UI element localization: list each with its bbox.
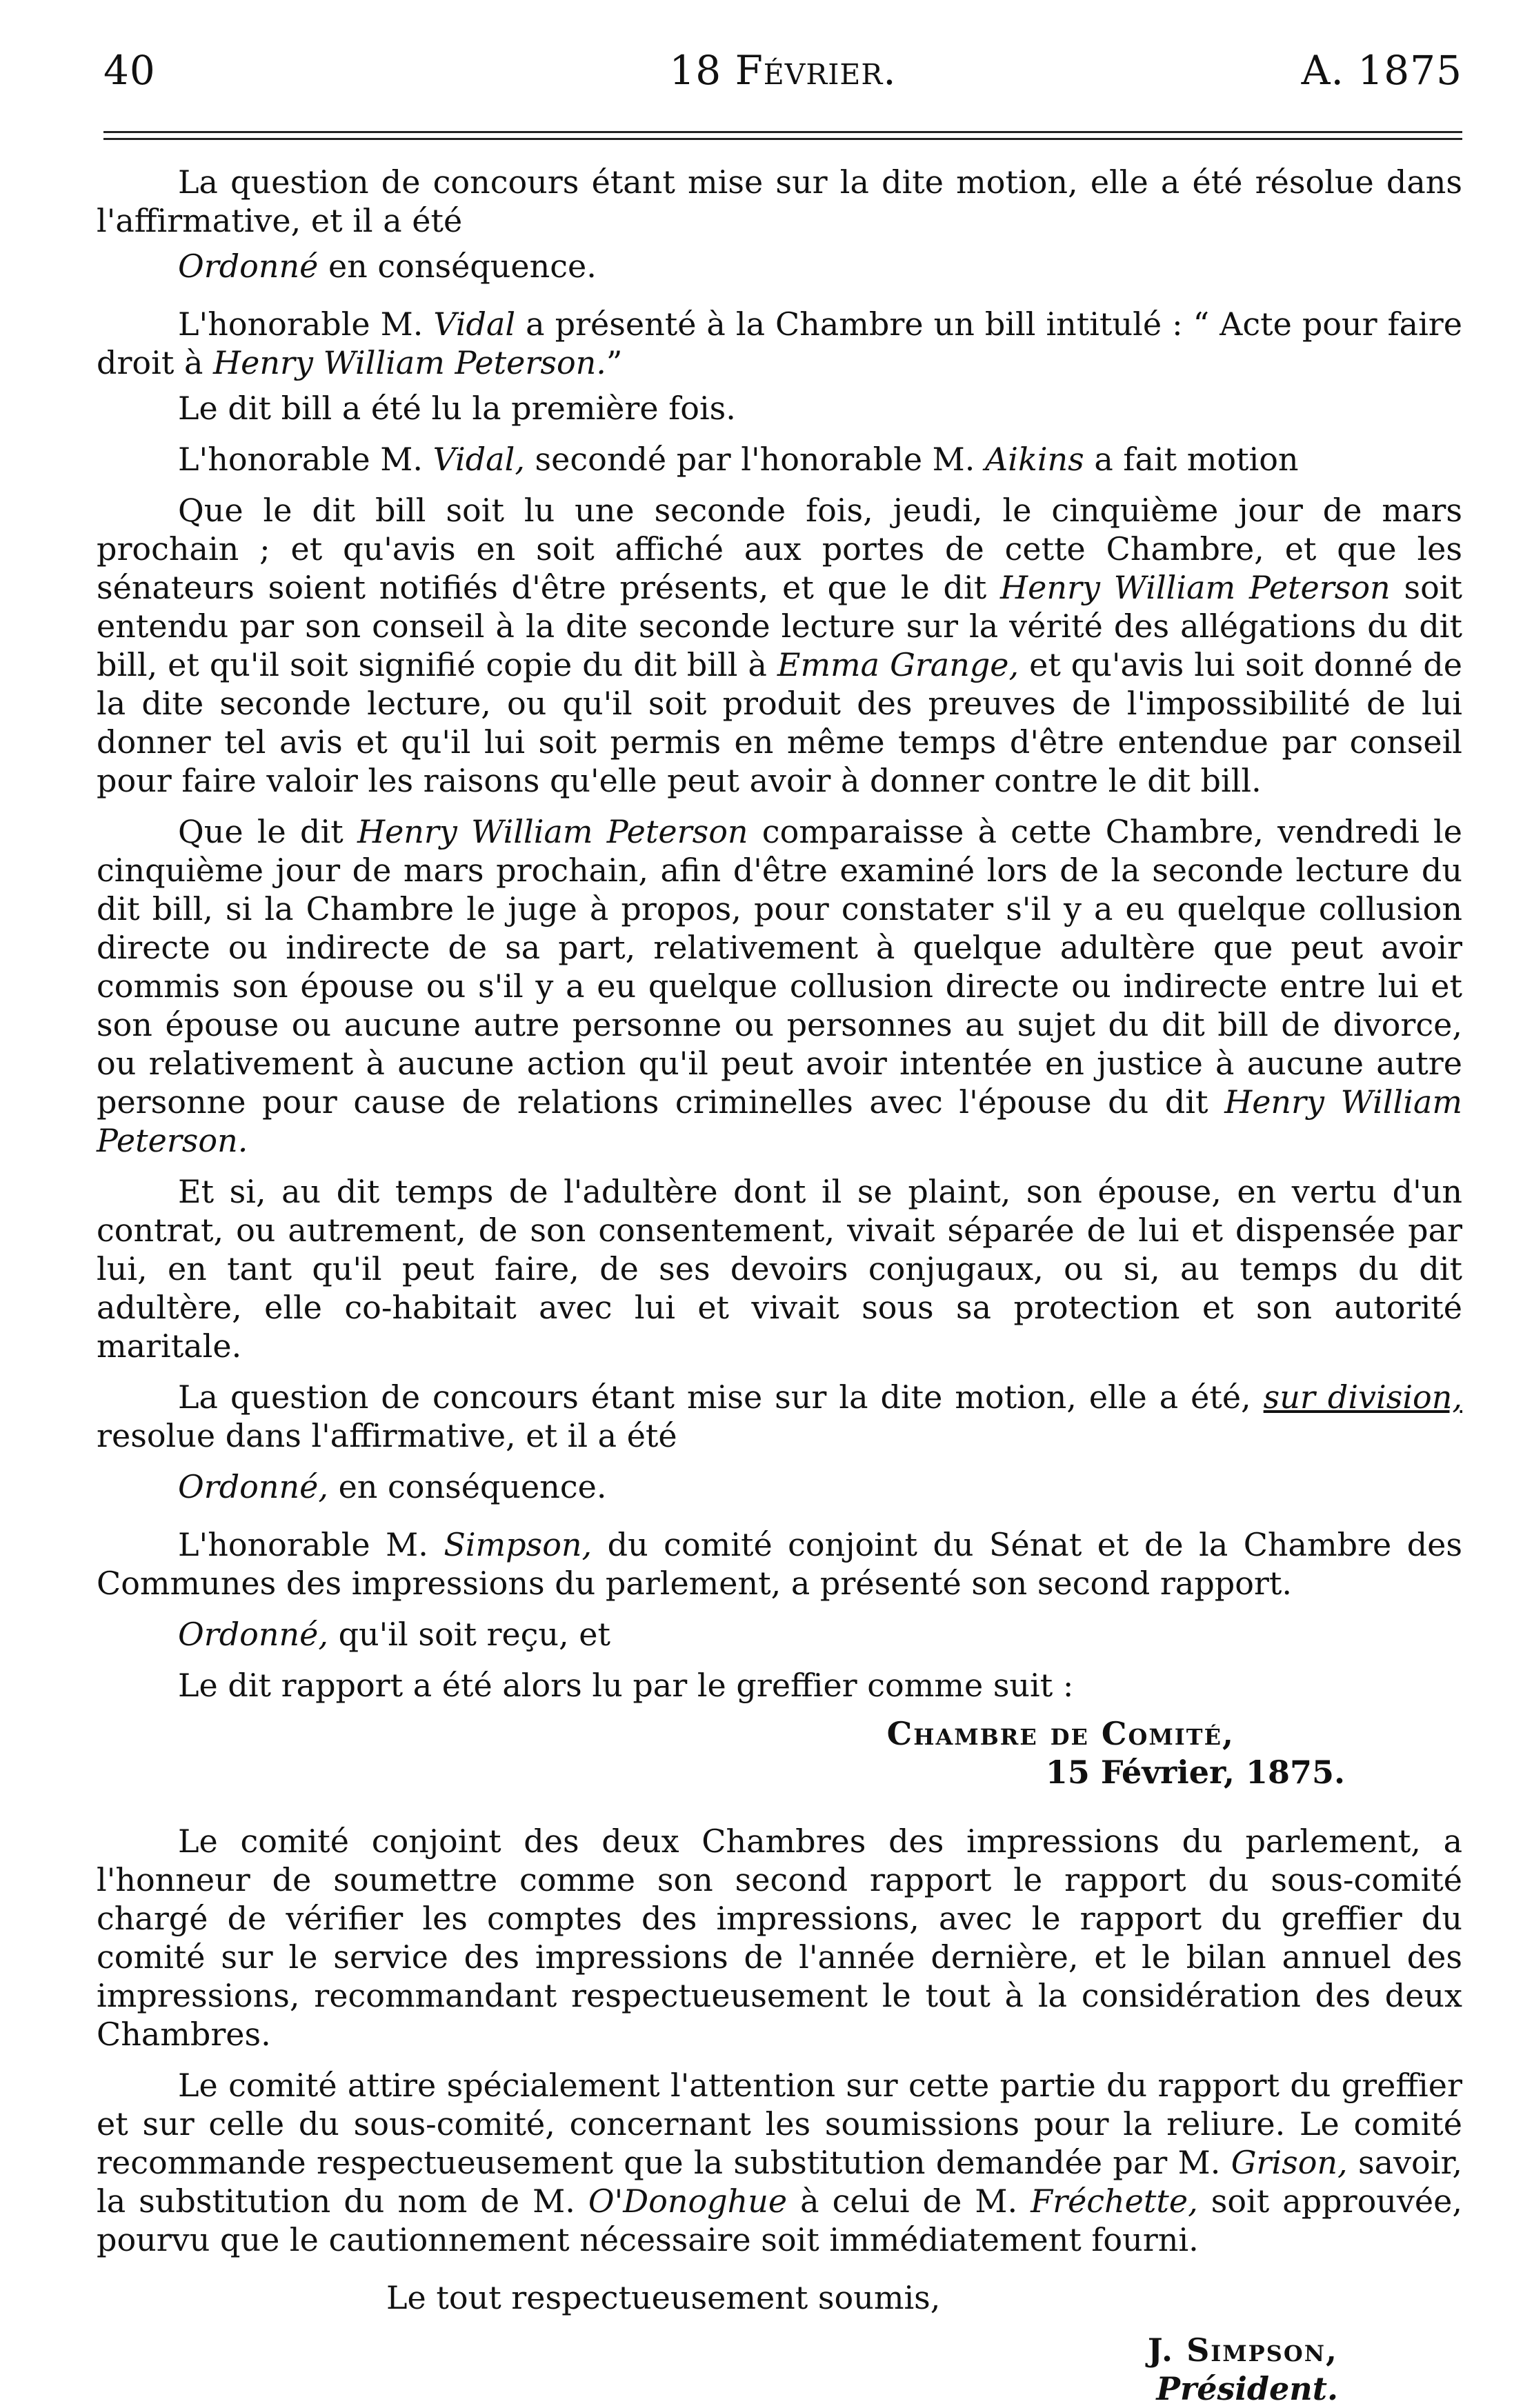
signature-name: J. Simpson, bbox=[1147, 2331, 1338, 2369]
header-rule-bottom bbox=[103, 138, 1462, 140]
paragraph: La question de concours étant mise sur la dite motion, elle a été, sur division, resolue dans l'affirmative, et il a été bbox=[97, 1378, 1462, 1454]
document-body bbox=[97, 163, 1462, 2408]
paragraph: Le comité attire spécialement l'attention sur cette partie du rapport du greffier et sur celle du sous-comité, concernant les soumissions pour la reliure. Le comité recommande respectueusement que la substitution demandée par M. Grison, savoir, la substitution du nom de M. O'Donoghue à celui de M. Fréchette, soit approuvée, pourvu que le cautionnement nécessaire soit immédiatement fourni. bbox=[97, 2067, 1463, 2258]
paragraph: Et si, au dit temps de l'adultère dont il se plaint, son épouse, en vertu d'un contrat, ou autrement, de son consentement, vivait séparée de lui et dispensée par lui, en tant qu'il peut faire, de ses devoirs conjugaux, ou si, au temps du dit adultère, elle co-habitait avec lui et vivait sous sa protection et son autorité maritale. bbox=[97, 1173, 1462, 1365]
paragraph-ordonne: Ordonné en conséquence. bbox=[178, 248, 597, 285]
paragraph: L'honorable M. Simpson, du comité conjoint du Sénat et de la Chambre des Communes des impressions du parlement, a présenté son second rapport. bbox=[97, 1526, 1462, 1602]
paragraph-ordonne: Ordonné, en conséquence. bbox=[178, 1468, 607, 1505]
paragraph: Que le dit bill soit lu une seconde fois, jeudi, le cinquième jour de mars prochain ; et qu'avis en soit affiché aux portes de cette Chambre, et que les sénateurs soient notifiés d'être présents, et que le dit Henry William Peterson soit entendu par son conseil à la dite seconde lecture sur la vérité des allégations du dit bill, et qu'il soit signifié copie du dit bill à Emma Grange, et qu'avis lui soit donné de la dite seconde lecture, ou qu'il soit produit des preuves de l'impossibilité de lui donner tel avis et qu'il lui soit permis en même temps d'être entendue par conseil pour faire valoir les raisons qu'elle peut avoir à donner contre le dit bill. bbox=[97, 492, 1463, 799]
header-year: A. 1875 bbox=[1301, 47, 1462, 94]
paragraph: L'honorable M. Vidal, secondé par l'honorable M. Aikins a fait motion bbox=[178, 441, 1299, 478]
page-number: 40 bbox=[103, 47, 156, 94]
paragraph: Le dit bill a été lu la première fois. bbox=[178, 390, 736, 427]
paragraph: Le comité conjoint des deux Chambres des impressions du parlement, a l'honneur de soumettre comme son second rapport le rapport du sous-comité chargé de vérifier les comptes des impressions, avec le rapport du greffier du comité sur le service des impressions de l'année dernière, et le bilan annuel des impressions, recommandant respectueusement le tout à la considération des deux Chambres. bbox=[97, 1823, 1462, 2053]
report-dateline-date: 15 Février, 1875. bbox=[1045, 1754, 1345, 1791]
signature-title: Président. bbox=[1156, 2370, 1338, 2407]
header-rule-top bbox=[103, 131, 1462, 133]
closing-line: Le tout respectueusement soumis, bbox=[386, 2279, 941, 2316]
paragraph: La question de concours étant mise sur la dite motion, elle a été résolue dans l'affirmative, et il a été bbox=[97, 163, 1462, 239]
page-header bbox=[103, 43, 1462, 98]
header-date: 18 Février. bbox=[669, 47, 897, 94]
paragraph: Le dit rapport a été alors lu par le greffier comme suit : bbox=[178, 1667, 1074, 1704]
paragraph-ordonne: Ordonné, qu'il soit reçu, et bbox=[178, 1616, 611, 1653]
paragraph: L'honorable M. Vidal a présenté à la Chambre un bill intitulé : “ Acte pour faire droit à Henry William Peterson.” bbox=[97, 305, 1462, 381]
report-dateline-place: Chambre de Comité, bbox=[886, 1715, 1235, 1752]
paragraph: Que le dit Henry William Peterson comparaisse à cette Chambre, vendredi le cinquième jour de mars prochain, afin d'être examiné lors de la seconde lecture du dit bill, si la Chambre le juge à propos, pour constater s'il y a eu quelque collusion directe ou indirecte de sa part, relativement à quelque adultère que peut avoir commis son épouse ou s'il y a eu quelque collusion directe ou indirecte entre lui et son épouse ou aucune autre personne ou personnes au sujet du dit bill de divorce, ou relativement à aucune action qu'il peut avoir intentée en justice à aucune autre personne pour cause de relations criminelles avec l'épouse du dit Henry William Peterson. bbox=[97, 813, 1462, 1159]
